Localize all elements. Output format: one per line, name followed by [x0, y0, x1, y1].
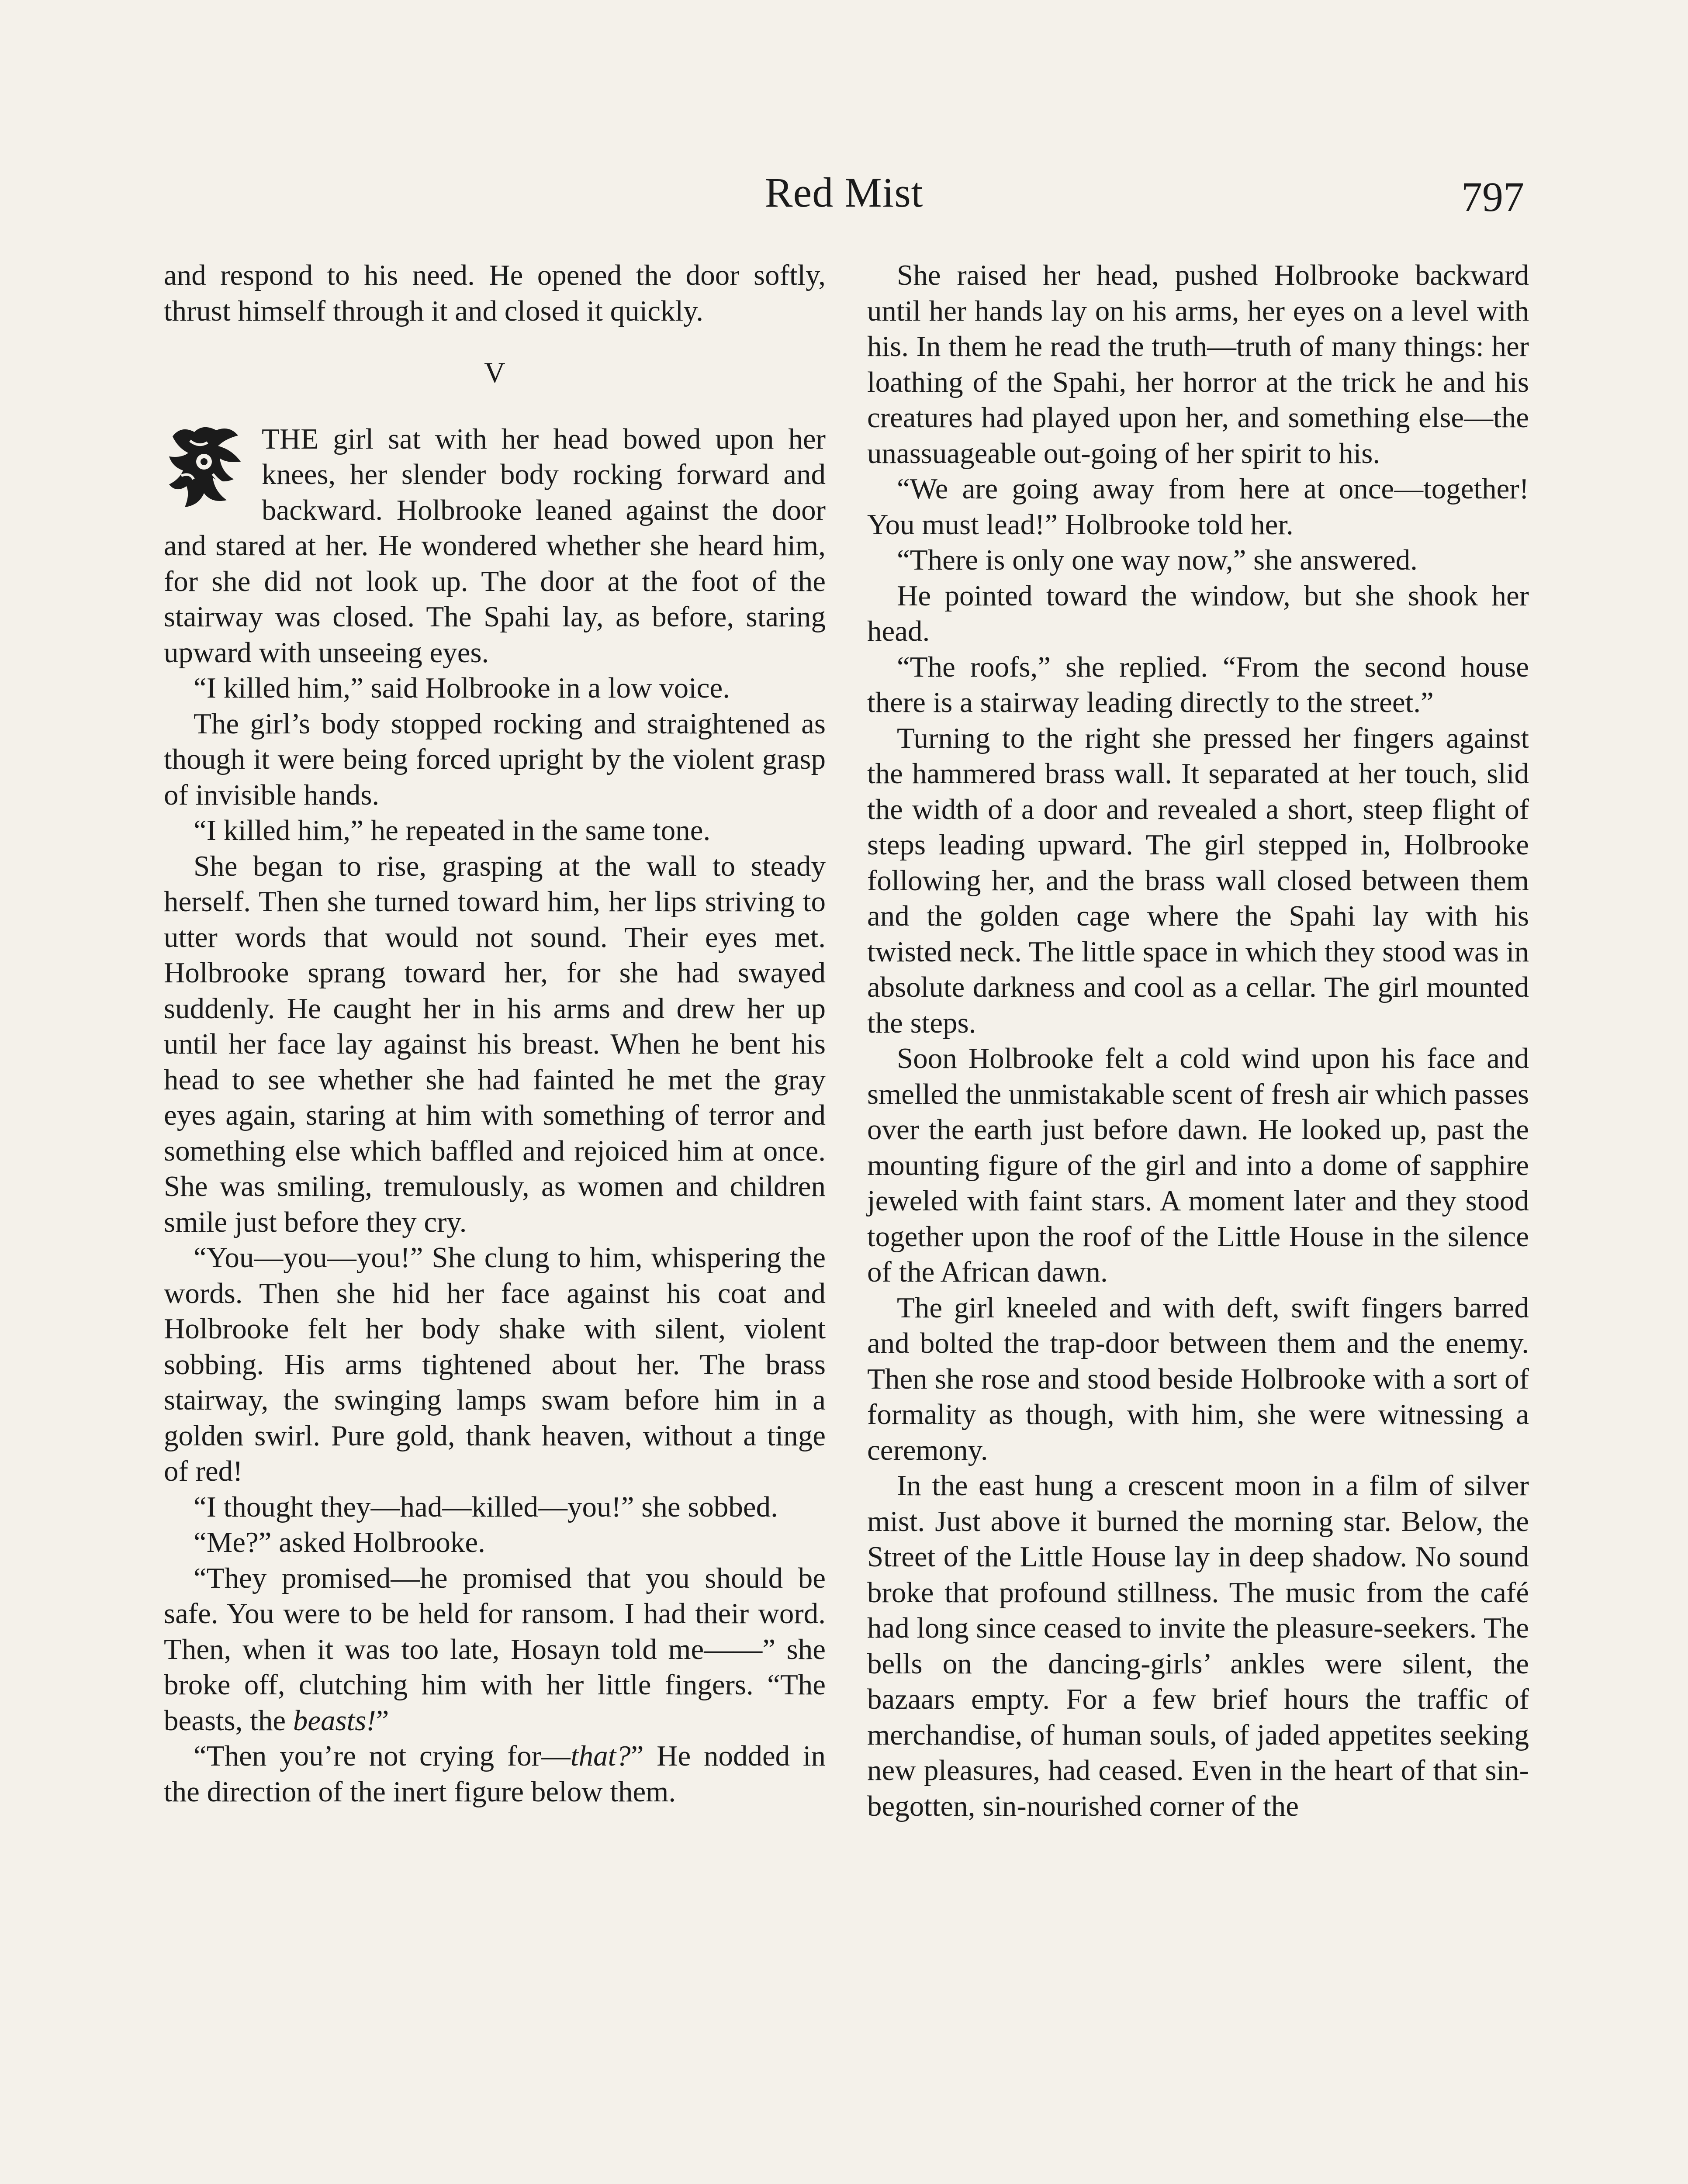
text-run: “Then you’re not crying for—	[194, 1740, 571, 1772]
paragraph: “I killed him,” said Holbrooke in a low voice.	[194, 672, 730, 704]
paragraph: “I killed him,” he repeated in the same tone.	[194, 814, 711, 847]
paragraph: “The roofs,” she replied. “From the second house there is a stairway leading directly to the street.”	[867, 650, 1529, 719]
italic-text: beasts!	[293, 1704, 376, 1737]
text-run: ” He nodded in the direction of the inert figure below them.	[164, 1740, 826, 1808]
paragraph: She raised her head, pushed Holbrooke backward until her hands lay on his arms, her eyes on a level with his. In them he read the truth—truth of many things: her loathing of the Spahi, her horror at the trick he and his creatures had played upon her, and something else—the unassuageable out-going of her spirit to his.	[867, 259, 1529, 470]
text-run: “They promised—he promised that you should be safe. You were to be held for ransom. I had their word. Then, when it was too late, Hosayn told me——” she broke off, clutching him with her little fingers. “The beasts, the	[164, 1562, 826, 1737]
paragraph: Turning to the right she pressed her fingers against the hammered brass wall. It separated at her touch, slid the width of a door and revealed a short, steep flight of steps leading upward. The girl stepped in, Holbrooke following her, and the brass wall closed between them and the golden cage where the Spahi lay with his twisted neck. The little space in which they stood was in absolute darkness and cool as a cellar. The girl mounted the steps.	[867, 722, 1529, 1039]
paragraph: “I thought they—had—killed—you!” she sobbed.	[194, 1490, 778, 1523]
right-column	[867, 258, 1529, 1824]
paragraph	[164, 1561, 826, 1739]
paragraph: THE girl sat with her head bowed upon her knees, her slender body rocking forward and backward. Holbrooke leaned against the door and stared at her. He wondered whether she heard him, for she did not look up. The door at the foot of the stairway was closed. The Spahi lay, as before, staring upward with unseeing eyes.	[164, 422, 826, 669]
paragraph: and respond to his need. He opened the door softly, thrust himself through it and closed it quickly.	[164, 259, 826, 327]
paragraph: The girl kneeled and with deft, swift fingers barred and bolted the trap-door between them and the enemy. Then she rose and stood beside Holbrooke with a sort of formality as though, with him, she were witnessing a ceremony.	[867, 1291, 1529, 1466]
running-head-title: Red Mist	[764, 169, 924, 216]
paragraph: “There is only one way now,” she answered.	[897, 544, 1418, 576]
paragraph: “You—you—you!” She clung to him, whispering the words. Then she hid her face against his coat and Holbrooke felt her body shake with silent, violent sobbing. His arms tightened about her. The brass stairway, the swinging lamps swam before him in a golden swirl. Pure gold, thank heaven, without a tinge of red!	[164, 1241, 826, 1487]
text-run: ”	[376, 1704, 389, 1737]
section-number: V	[484, 356, 505, 389]
paragraph: He pointed toward the window, but she shook her head.	[867, 579, 1529, 647]
paragraph: “Me?” asked Holbrooke.	[194, 1526, 485, 1559]
italic-text: that?	[570, 1740, 631, 1772]
page-number: 797	[1461, 173, 1524, 220]
paragraph: In the east hung a crescent moon in a film of silver mist. Just above it burned the morning star. Below, the Street of the Little House lay in deep shadow. No sound broke that profound stillness. The music from the café had long since ceased to invite the pleasure-seekers. The bells on the dancing-girls’ ankles were silent, the bazaars empty. For a few brief hours the traffic of merchandise, of human souls, of jaded appetites seeking new pleasures, had ceased. Even in the heart of that sin-begotten, sin-nourished corner of the	[867, 1469, 1529, 1822]
paragraph: The girl’s body stopped rocking and straightened as though it were being forced upright by the violent grasp of invisible hands.	[164, 707, 826, 811]
paragraph: Soon Holbrooke felt a cold wind upon his face and smelled the unmistakable scent of fresh air which passes over the earth just before dawn. He looked up, past the mounting figure of the girl and into a dome of sapphire jeweled with faint stars. A moment later and they stood together upon the roof of the Little House in the silence of the African dawn.	[867, 1042, 1529, 1288]
left-column	[164, 258, 826, 1810]
paragraph: “We are going away from here at once—together! You must lead!” Holbrooke told her.	[867, 473, 1529, 541]
paragraph: She began to rise, grasping at the wall to steady herself. Then she turned toward him, her lips striving to utter words that would not sound. Their eyes met. Holbrooke sprang toward her, for she had swayed suddenly. He caught her in his arms and drew her up until her face lay against his breast. When he bent his head to see whether she had fainted he met the gray eyes again, staring at him with something of terror and something else which baffled and rejoiced him at once. She was smiling, tremulously, as women and children smile just before they cry.	[164, 850, 826, 1238]
ornament-icon	[164, 423, 251, 515]
paragraph	[164, 1738, 826, 1810]
